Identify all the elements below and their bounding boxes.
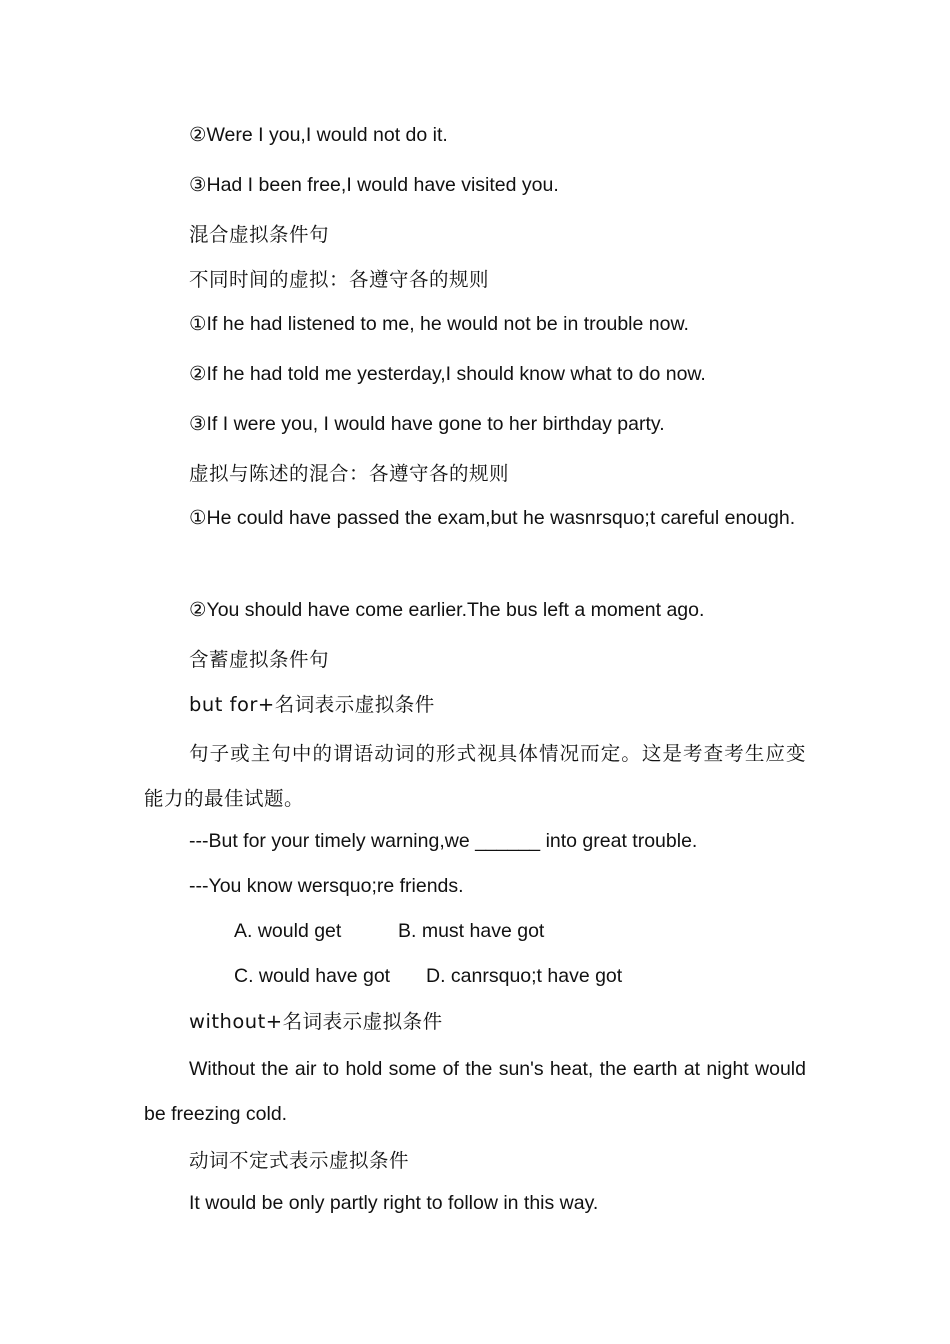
subheading-infinitive: 动词不定式表示虚拟条件 bbox=[189, 1149, 410, 1172]
subheading-different-time: 不同时间的虚拟：各遵守各的规则 bbox=[189, 268, 490, 291]
options-row-cd bbox=[144, 954, 806, 999]
option-d: D. canrsquo;t have got bbox=[426, 965, 623, 987]
example-partly-right: It would be only partly right to follow in this way. bbox=[189, 1192, 599, 1214]
example-without-the-air: Without the air to hold some of the sun's heat, the earth at night would be freezing cold. bbox=[144, 1058, 806, 1125]
option-c: C. would have got bbox=[234, 965, 391, 987]
example-could-have-passed: ①He could have passed the exam,but he wasnrsquo;t careful enough. bbox=[189, 507, 796, 529]
option-a: A. would get bbox=[234, 920, 342, 942]
heading-implied-conditional: 含蓄虚拟条件句 bbox=[189, 648, 330, 671]
question-timely-warning: ---But for your timely warning,we ______ into great trouble. bbox=[189, 830, 698, 852]
example-listened-to-me: ①If he had listened to me, he would not be in trouble now. bbox=[189, 313, 689, 335]
subheading-without: without+名词表示虚拟条件 bbox=[189, 1010, 443, 1033]
example-should-have-come: ②You should have come earlier.The bus left a moment ago. bbox=[189, 599, 705, 621]
option-b: B. must have got bbox=[398, 920, 545, 942]
example-had-i-been-free: ③Had I been free,I would have visited you. bbox=[189, 174, 559, 196]
example-were-i-you: ②Were I you,I would not do it. bbox=[189, 124, 448, 146]
example-told-me-yesterday: ②If he had told me yesterday,I should know what to do now. bbox=[189, 363, 706, 385]
options-row-ab bbox=[144, 909, 806, 954]
heading-mixed-conditional: 混合虚拟条件句 bbox=[189, 223, 330, 246]
subheading-subjunctive-declarative: 虚拟与陈述的混合：各遵守各的规则 bbox=[189, 462, 510, 485]
subheading-but-for: but for+名词表示虚拟条件 bbox=[189, 693, 435, 716]
paragraph-predicate-form: 句子或主句中的谓语动词的形式视具体情况而定。这是考查考生应变能力的最佳试题。 bbox=[144, 742, 806, 810]
example-if-i-were-you: ③If I were you, I would have gone to her birthday party. bbox=[189, 413, 665, 435]
question-we-are-friends: ---You know wersquo;re friends. bbox=[189, 875, 464, 897]
